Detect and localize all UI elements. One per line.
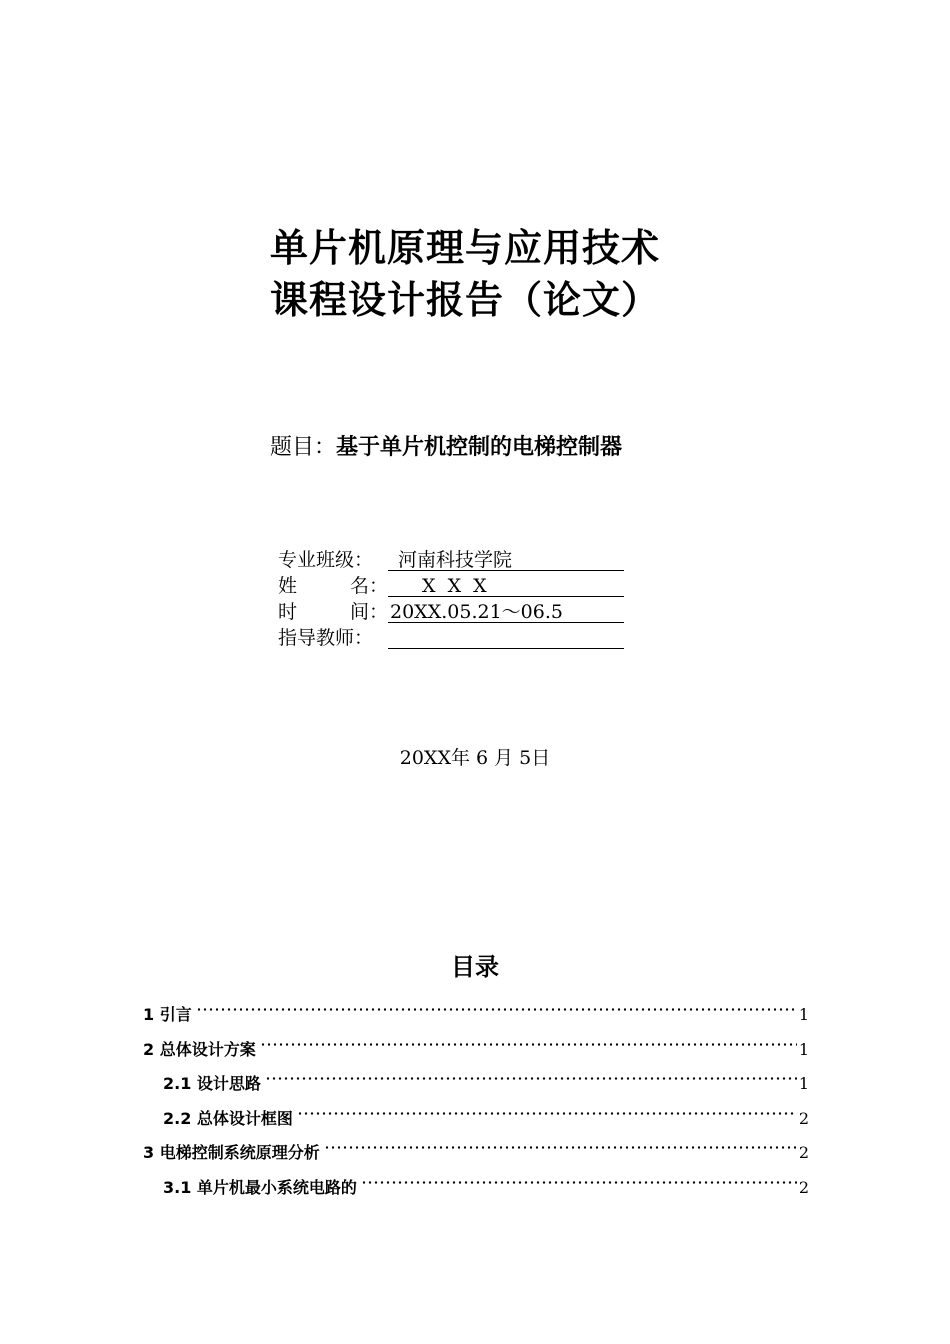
info-row-name (278, 571, 628, 597)
report-title-line-1: 单片机原理与应用技术 (270, 226, 661, 270)
toc-leader-dots (260, 1025, 797, 1055)
info-row-advisor (278, 623, 628, 649)
toc-entry-page: 1 (798, 1005, 809, 1024)
toc-entry-text: 3 电梯控制系统原理分析 (143, 1143, 320, 1162)
toc-entry-text: 2.1 设计思路 (163, 1074, 261, 1093)
toc-leader-dots (196, 990, 797, 1020)
toc-entry-text: 1 引言 (143, 1005, 192, 1024)
name-label: 姓 名： (278, 575, 388, 597)
report-title-line-2: 课程设计报告（论文） (270, 278, 661, 322)
toc-entry-page: 2 (798, 1143, 809, 1162)
report-date: 20XX年 6 月 5日 (399, 747, 551, 769)
advisor-value (388, 627, 624, 649)
toc-title: 目录 (451, 953, 499, 981)
time-label: 时 间： (278, 601, 388, 623)
toc-leader-dots (297, 1094, 797, 1124)
name-value: X X X (388, 575, 624, 597)
info-row-time (278, 597, 628, 623)
subject-label: 题目： (270, 435, 337, 460)
toc-entry-page: 1 (798, 1074, 809, 1093)
toc-entry-text: 3.1 单片机最小系统电路的 (163, 1177, 357, 1197)
major-value: 河南科技学院 (388, 549, 624, 571)
toc-entry-page: 2 (798, 1108, 809, 1128)
toc-entry-page: 2 (798, 1177, 809, 1197)
advisor-label: 指导教师： (278, 627, 374, 649)
time-value: 20XX.05.21～06.5 (388, 601, 624, 623)
toc-leader-dots (361, 1163, 797, 1193)
report-subject (270, 432, 622, 464)
toc-entry-page: 1 (798, 1039, 809, 1059)
subject-value: 基于单片机控制的电梯控制器 (336, 435, 623, 460)
toc-leader-dots (265, 1059, 797, 1089)
table-of-contents (143, 990, 809, 1197)
major-label: 专业班级： (278, 549, 374, 571)
toc-entry-text: 2.2 总体设计框图 (163, 1108, 293, 1128)
toc-entry-text: 2 总体设计方案 (143, 1039, 256, 1059)
info-row-major (278, 545, 628, 571)
report-title (270, 222, 660, 326)
toc-leader-dots (324, 1128, 797, 1158)
toc-entry[interactable] (143, 990, 809, 1025)
student-info (278, 545, 628, 649)
toc-entry[interactable] (143, 1025, 809, 1060)
